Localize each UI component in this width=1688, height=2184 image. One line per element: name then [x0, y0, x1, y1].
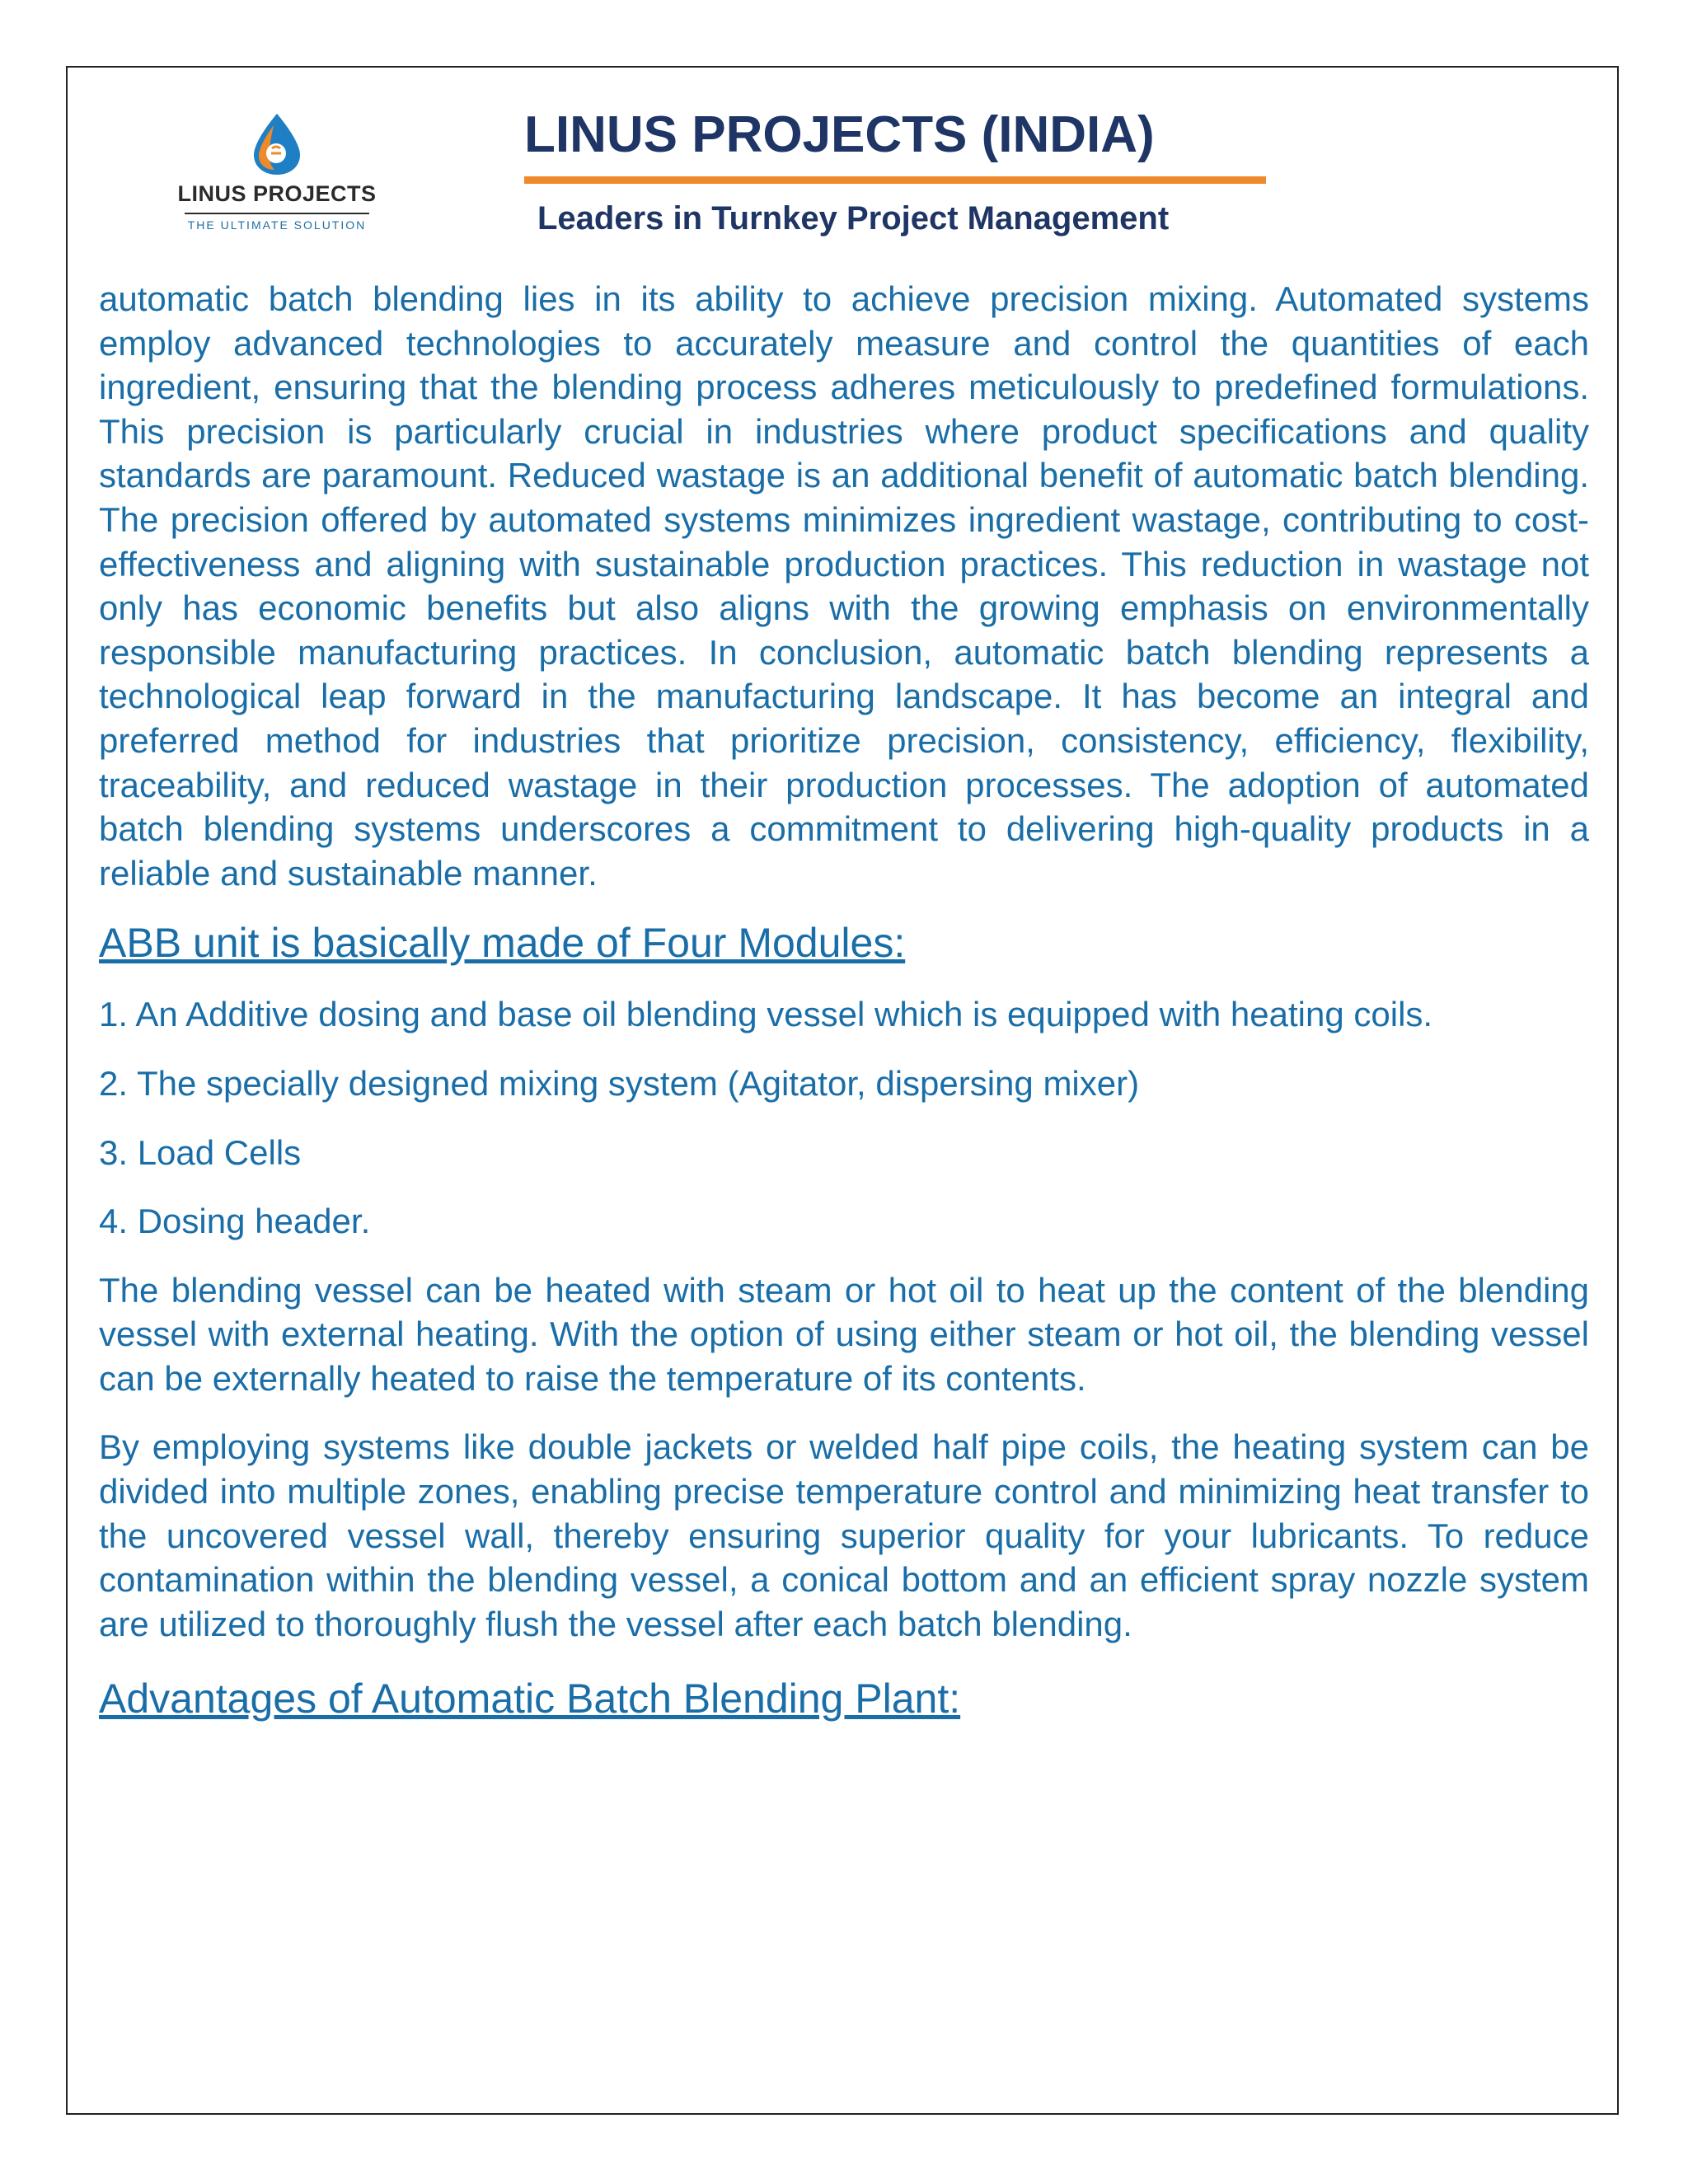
module-item: 1. An Additive dosing and base oil blending vessel which is equipped with heating coils.: [99, 995, 1433, 1034]
module-item: 4. Dosing header.: [99, 1202, 371, 1241]
company-title: LINUS PROJECTS (INDIA): [524, 106, 1155, 163]
module-item: 2. The specially designed mixing system (Agitator, dispersing mixer): [99, 1063, 1140, 1103]
logo-company-name: LINUS PROJECTS: [177, 181, 377, 206]
logo-divider: [185, 213, 369, 214]
logo-tagline: THE ULTIMATE SOLUTION: [187, 218, 367, 232]
company-logo: [162, 112, 392, 236]
advantages-heading: Advantages of Automatic Batch Blending Plant:: [99, 1675, 961, 1722]
heating-paragraph: The blending vessel can be heated with steam or hot oil to heat up the content of the blending vessel with external heating. With the option of using either steam or hot oil, the blending vessel can be externally heated to raise the temperature of its contents.: [99, 1270, 1589, 1398]
zones-paragraph: By employing systems like double jackets or welded half pipe coils, the heating system can be divided into multiple zones, enabling precise temperature control and minimizing heat transfer to the uncovered vessel wall, thereby ensuring superior quality for your lubricants. To reduce contamination within the blending vessel, a conical bottom and an efficient spray nozzle system are utilized to thoroughly flush the vessel after each batch blending.: [99, 1427, 1589, 1643]
module-item: 3. Load Cells: [99, 1132, 302, 1172]
title-underline: [524, 176, 1266, 184]
document-body: [99, 277, 1589, 1723]
company-subtitle: Leaders in Turnkey Project Management: [537, 200, 1170, 237]
droplet-logo-icon: [249, 112, 305, 176]
modules-heading: ABB unit is basically made of Four Modules:: [99, 920, 906, 967]
intro-paragraph: automatic batch blending lies in its ability to achieve precision mixing. Automated systems employ advanced technologies to accurately measure and control the quantities of each ingredient, ensuring that the blending process adheres meticulously to predefined formulations. This precision is particularly crucial in industries where product specifications and quality standards are paramount. Reduced wastage is an additional benefit of automatic batch blending. The precision offered by automated systems minimizes ingredient wastage, contributing to cost-effectiveness and aligning with sustainable production practices. This reduction in wastage not only has economic benefits but also aligns with the growing emphasis on environmentally responsible manufacturing practices. In conclusion, automatic batch blending represents a technological leap forward in the manufacturing landscape. It has become an integral and preferred method for industries that prioritize precision, consistency, efficiency, flexibility, traceability, and reduced wastage in their production processes. The adoption of automated batch blending systems underscores a commitment to delivering high-quality products in a reliable and sustainable manner.: [99, 279, 1589, 893]
